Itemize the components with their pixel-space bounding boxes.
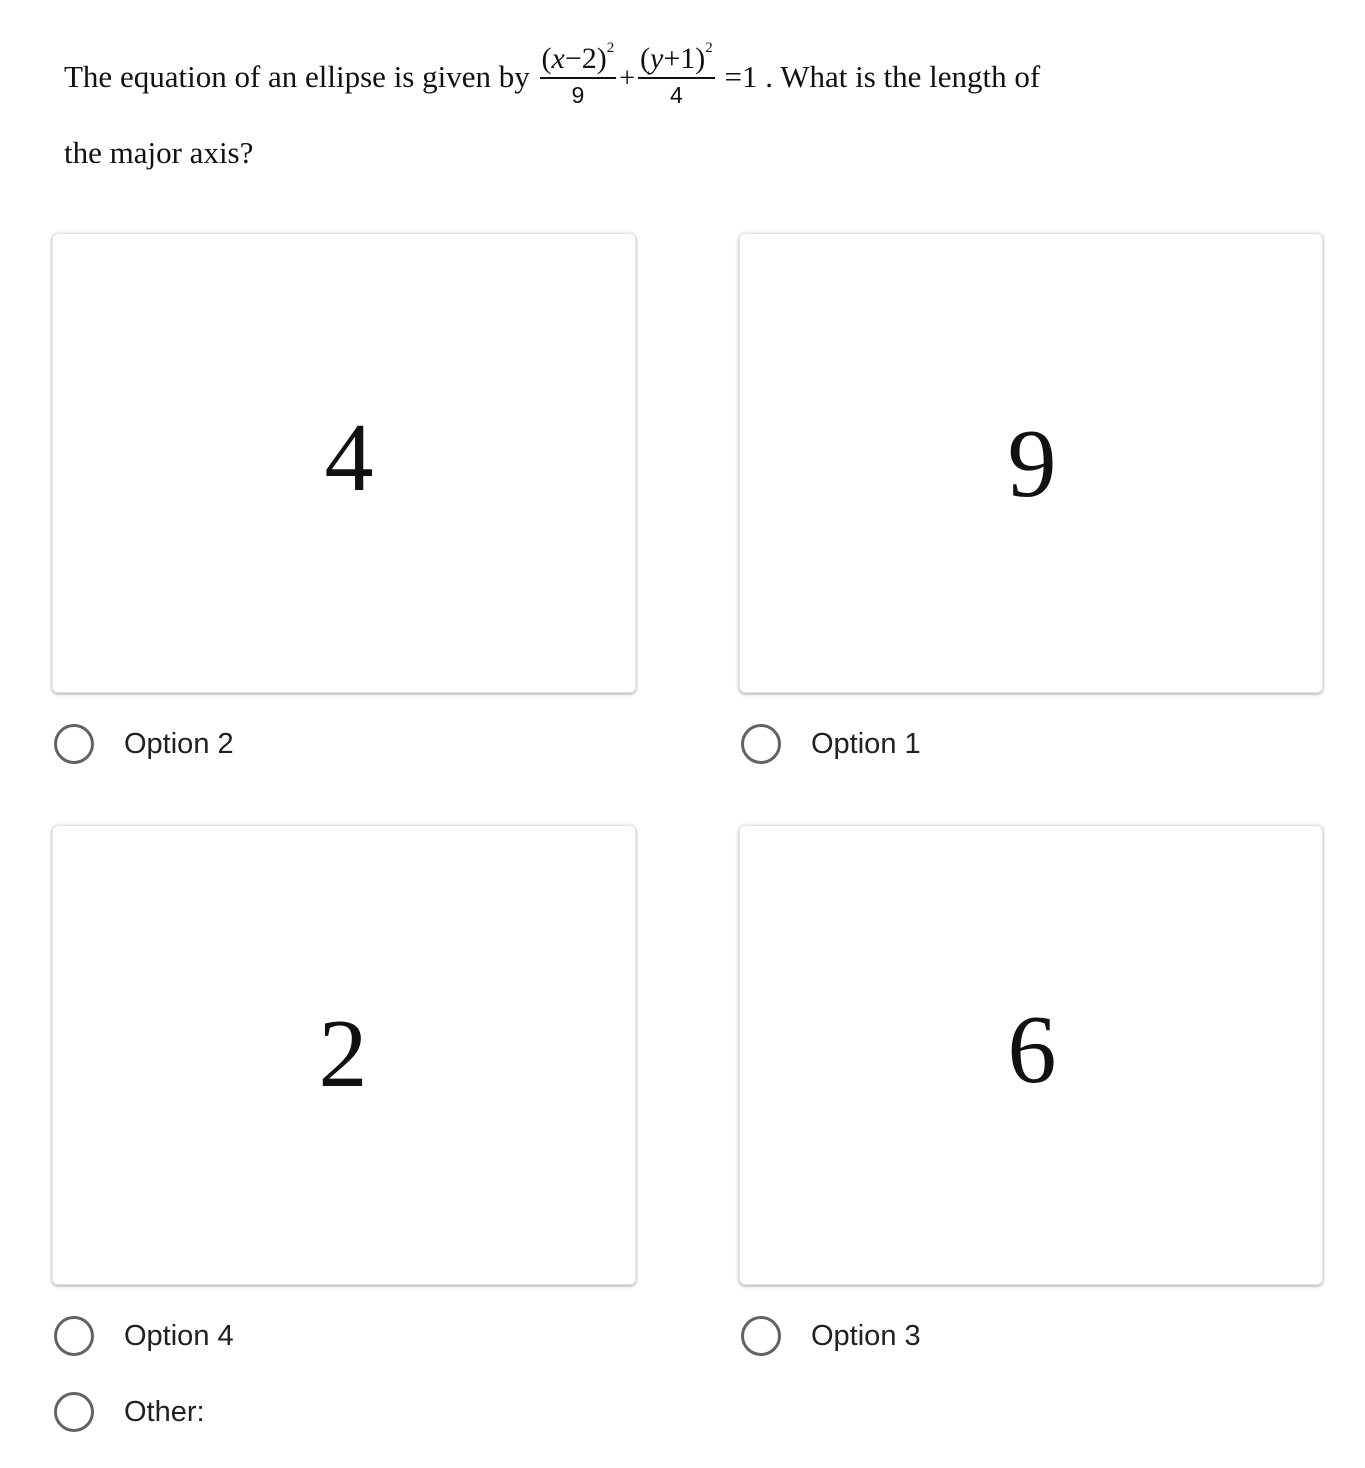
option-image-card[interactable] <box>739 825 1323 1285</box>
option-image-value: 9 <box>1007 410 1057 518</box>
exponent: 2 <box>705 40 713 57</box>
exponent: 2 <box>606 40 615 57</box>
option-choice[interactable] <box>741 1312 921 1360</box>
fraction-x-denominator: 9 <box>571 82 585 109</box>
equation-fraction-x <box>540 40 617 109</box>
question-line-2: the major axis? <box>64 135 254 170</box>
other-choice[interactable] <box>54 1388 205 1436</box>
option-choice[interactable] <box>741 720 921 768</box>
option-label: Option 2 <box>124 727 234 760</box>
option-image-card[interactable] <box>52 825 636 1285</box>
plus-sign: + <box>619 63 636 94</box>
option-image-card[interactable] <box>52 233 636 693</box>
question-text <box>64 40 1324 190</box>
option-label: Option 4 <box>124 1319 234 1352</box>
option-label: Option 1 <box>811 727 921 760</box>
variable-y: y <box>650 42 664 76</box>
option-image-value: 6 <box>1007 996 1057 1104</box>
equation-fraction-y <box>638 40 715 109</box>
question-text-before: The equation of an ellipse is given by <box>64 59 530 94</box>
radio-button-icon[interactable] <box>54 724 94 764</box>
option-image-value: 4 <box>324 404 374 512</box>
radio-button-icon[interactable] <box>54 1316 94 1356</box>
variable-x: x <box>551 42 565 76</box>
question-text-after: . What is the length of <box>765 59 1041 94</box>
radio-button-icon[interactable] <box>741 1316 781 1356</box>
fraction-x-numerator <box>540 40 617 79</box>
option-choice[interactable] <box>54 720 234 768</box>
radio-button-icon[interactable] <box>741 724 781 764</box>
fraction-y-rest: +1) <box>663 42 706 76</box>
paren-open: ( <box>640 42 651 76</box>
other-label: Other: <box>124 1395 205 1428</box>
paren-open: ( <box>541 42 552 76</box>
option-image-card[interactable] <box>739 233 1323 693</box>
equals-one: =1 <box>724 59 758 94</box>
option-choice[interactable] <box>54 1312 234 1360</box>
question-line-1 <box>64 40 1324 116</box>
option-image-value: 2 <box>318 1000 368 1108</box>
fraction-y-numerator <box>638 40 715 79</box>
radio-button-icon[interactable] <box>54 1392 94 1432</box>
fraction-x-rest: −2) <box>564 42 607 76</box>
fraction-y-denominator: 4 <box>670 82 683 109</box>
option-label: Option 3 <box>811 1319 921 1352</box>
